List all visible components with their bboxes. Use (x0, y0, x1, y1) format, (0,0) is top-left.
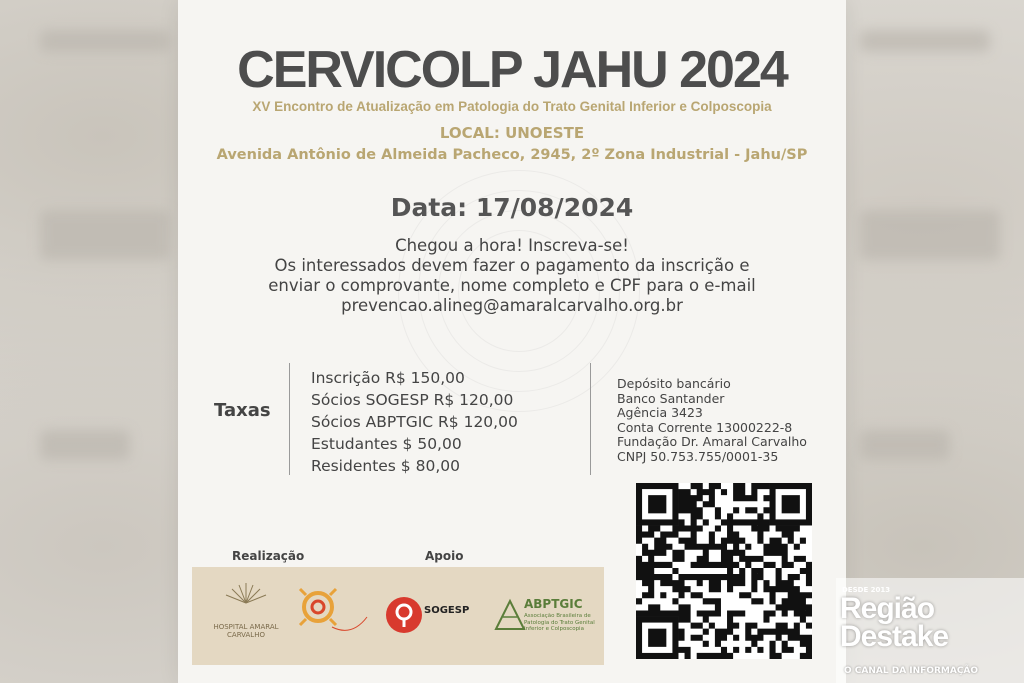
event-poster (178, 0, 846, 683)
message-line: Os interessados devem fazer o pagamento da inscrição e (274, 256, 750, 275)
contact-email: prevencao.alineg@amaralcarvalho.org.br (341, 296, 683, 315)
fee-item: Residentes $ 80,00 (311, 457, 460, 475)
fee-item: Sócios SOGESP R$ 120,00 (311, 391, 514, 409)
bank-line: Fundação Dr. Amaral Carvalho (617, 434, 807, 450)
qr-finder-pattern (639, 486, 675, 522)
qr-code-icon (636, 483, 812, 659)
abptgic-logo-text: ABPTGIC (524, 597, 583, 611)
fees-list (311, 367, 518, 477)
divider (289, 363, 290, 475)
bank-line: CNPJ 50.753.755/0001-35 (617, 448, 779, 464)
event-address: Avenida Antônio de Almeida Pacheco, 2945, 2º Zona Industrial - Jahu/SP (216, 147, 808, 163)
watermark-tagline: O CANAL DA INFORMAÇÃO (844, 666, 979, 676)
qr-finder-pattern (639, 620, 675, 656)
fee-item: Inscrição R$ 150,00 (311, 369, 465, 387)
bank-line: Conta Corrente 13000222-8 (617, 419, 793, 435)
apoio-label: Apoio (425, 549, 464, 563)
realizacao-label: Realização (232, 549, 305, 563)
abptgic-logo-icon (496, 601, 524, 629)
watermark-since: DESDE 2013 (842, 586, 891, 594)
sogesp-logo-text: SOGESP (424, 605, 470, 616)
bank-line: Agência 3423 (617, 405, 703, 421)
bank-line: Depósito bancário (617, 376, 731, 391)
sun-logo-icon (300, 589, 367, 630)
hospital-logo-text: HOSPITAL AMARAL CARVALHO (213, 623, 279, 639)
message-line: enviar o comprovante, nome completo e CPF para o e-mail (268, 276, 756, 295)
fee-item: Estudantes $ 50,00 (311, 435, 462, 453)
abptgic-logo-subtitle: Associação Brasileira de Patologia do Trato Genital Inferior e Colposcopia (524, 613, 595, 632)
poster-title: CERVICOLP JAHU 2024 (237, 41, 787, 99)
bank-line: Banco Santander (617, 390, 725, 406)
bank-details (617, 377, 807, 465)
event-location: LOCAL: UNOESTE (439, 124, 585, 142)
fee-item: Sócios ABPTGIC R$ 120,00 (311, 413, 518, 431)
payment-qr-code (636, 483, 812, 659)
watermark-line1: Região (840, 592, 935, 625)
message-line: Chegou a hora! Inscreva-se! (395, 236, 629, 255)
taxes-label: Taxas (214, 400, 271, 421)
registration-message (178, 236, 846, 316)
event-date: Data: 17/08/2024 (390, 193, 634, 222)
watermark-line2: Destake (840, 620, 949, 653)
hospital-sunburst-icon (226, 583, 266, 603)
divider (590, 363, 591, 475)
sogesp-logo-icon (386, 597, 422, 633)
regiao-destake-watermark (836, 578, 1024, 683)
qr-finder-pattern (773, 486, 809, 522)
poster-subtitle: XV Encontro de Atualização em Patologia do Trato Genital Inferior e Colposcopia (252, 99, 772, 114)
sponsor-logos (192, 567, 604, 665)
